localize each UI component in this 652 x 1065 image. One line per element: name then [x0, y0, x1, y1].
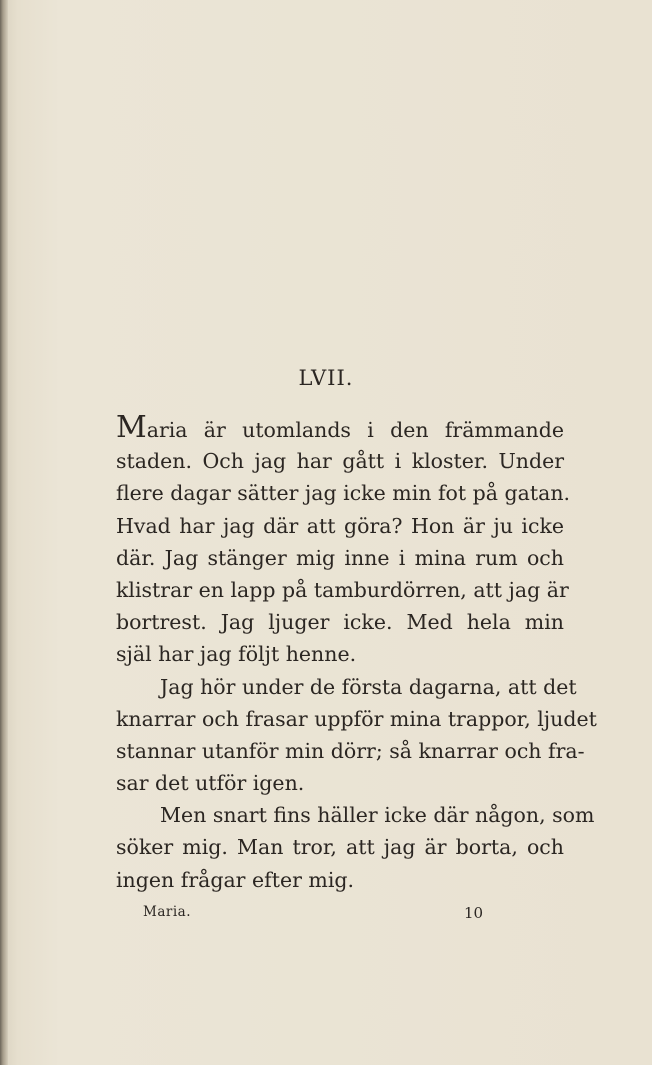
text-line: ingen frågar efter mig.	[116, 867, 355, 892]
paragraph	[116, 671, 597, 800]
paragraph	[116, 410, 571, 671]
text-line: bortrest. Jag ljuger icke. Med hela min	[116, 610, 564, 635]
initial-letter: M	[116, 410, 147, 445]
body-text	[116, 410, 597, 896]
text-line: Hvad har jag där att göra? Hon är ju icke	[116, 513, 564, 538]
text-line: flere dagar sätter jag icke min fot på gatan.	[116, 481, 571, 506]
text-line: sar det utför igen.	[116, 771, 305, 796]
text-line: Jag hör under de första dagarna, att det	[160, 674, 577, 699]
paragraph	[116, 799, 595, 896]
page-edge	[0, 0, 8, 1065]
text-line: staden. Och jag har gått i kloster. Under	[116, 449, 564, 474]
text-line: stannar utanför min dörr; så knarrar och fra-	[116, 738, 585, 763]
text-line: klistrar en lapp på tamburdörren, att jag är	[116, 577, 569, 602]
line-text: aria är utomlands i den främmande	[146, 418, 564, 442]
signature-mark: Maria.	[143, 904, 191, 920]
text-line: söker mig. Man tror, att jag är borta, och	[116, 835, 564, 860]
text-line	[116, 410, 564, 445]
page-number: 10	[464, 904, 484, 922]
chapter-heading: LVII.	[298, 366, 354, 390]
text-line: där. Jag stänger mig inne i mina rum och	[116, 545, 564, 570]
text-line: själ har jag följt henne.	[116, 642, 357, 667]
text-line: Men snart fins häller icke där någon, som	[160, 803, 595, 828]
text-line: knarrar och frasar uppför mina trappor, ljudet	[116, 706, 597, 731]
